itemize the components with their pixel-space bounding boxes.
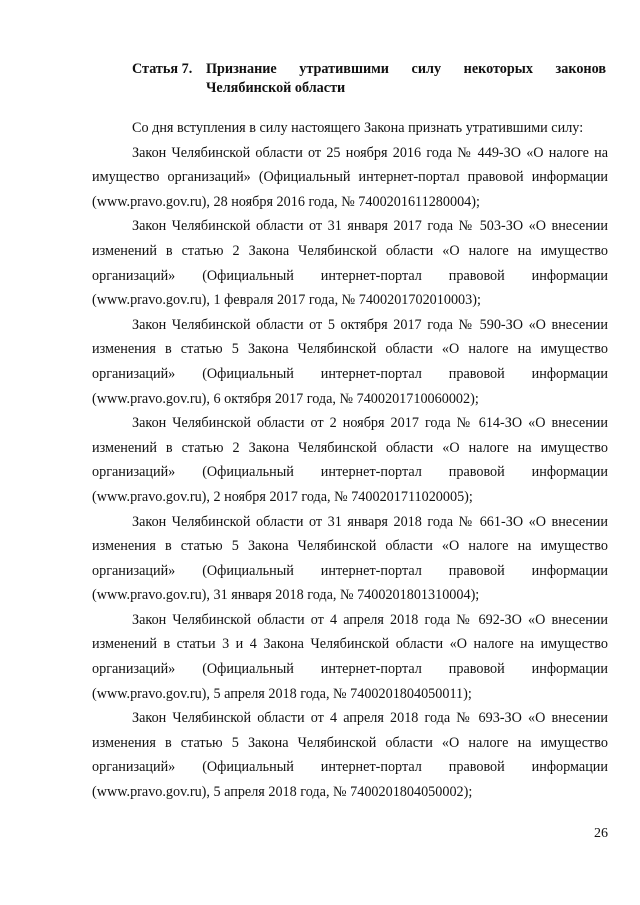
law-item: Закон Челябинской области от 25 ноября 2016 года № 449-ЗО «О налоге на имущество организаций» (Официальный интернет-портал правовой информации (www.pravo.gov.ru), 28 ноября 2016 года, № 7400201611280004); bbox=[92, 144, 608, 210]
article-number: Статья 7. bbox=[132, 61, 193, 77]
article-body bbox=[92, 116, 608, 805]
law-item: Закон Челябинской области от 5 октября 2017 года № 590-ЗО «О внесении изменения в статью 5 Закона Челябинской области «О налоге на имущество организаций» (Официальный интернет-портал правовой информации (www.pravo.gov.ru), 6 октября 2017 года, № 7400201710060002); bbox=[92, 316, 608, 407]
law-item: Закон Челябинской области от 4 апреля 2018 года № 693-ЗО «О внесении изменения в статью 5 Закона Челябинской области «О налоге на имущество организаций» (Официальный интернет-портал правовой информации (www.pravo.gov.ru), 5 апреля 2018 года, № 7400201804050002); bbox=[92, 710, 608, 801]
law-item: Закон Челябинской области от 31 января 2018 года № 661-ЗО «О внесении изменения в статью 5 Закона Челябинской области «О налоге на имущество организаций» (Официальный интернет-портал правовой информации (www.pravo.gov.ru), 31 января 2018 года, № 7400201801310004); bbox=[92, 513, 608, 604]
law-item: Закон Челябинской области от 31 января 2017 года № 503-ЗО «О внесении изменений в статью 2 Закона Челябинской области «О налоге на имущество организаций» (Официальный интернет-портал правовой информации (www.pravo.gov.ru), 1 февраля 2017 года, № 7400201702010003); bbox=[92, 218, 608, 309]
page-number: 26 bbox=[594, 826, 608, 841]
intro-paragraph: Со дня вступления в силу настоящего Закона признать утратившими силу: bbox=[132, 120, 584, 136]
article-title: Признание утратившими силу некоторых законов Челябинской области bbox=[206, 61, 606, 96]
law-item: Закон Челябинской области от 4 апреля 2018 года № 692-ЗО «О внесении изменений в статьи 3 и 4 Закона Челябинской области «О налоге на имущество организаций» (Официальный интернет-портал правовой информации (www.pravo.gov.ru), 5 апреля 2018 года, № 7400201804050011); bbox=[92, 611, 608, 702]
law-item: Закон Челябинской области от 2 ноября 2017 года № 614-ЗО «О внесении изменений в статью 2 Закона Челябинской области «О налоге на имущество организаций» (Официальный интернет-портал правовой информации (www.pravo.gov.ru), 2 ноября 2017 года, № 7400201711020005); bbox=[92, 415, 608, 505]
